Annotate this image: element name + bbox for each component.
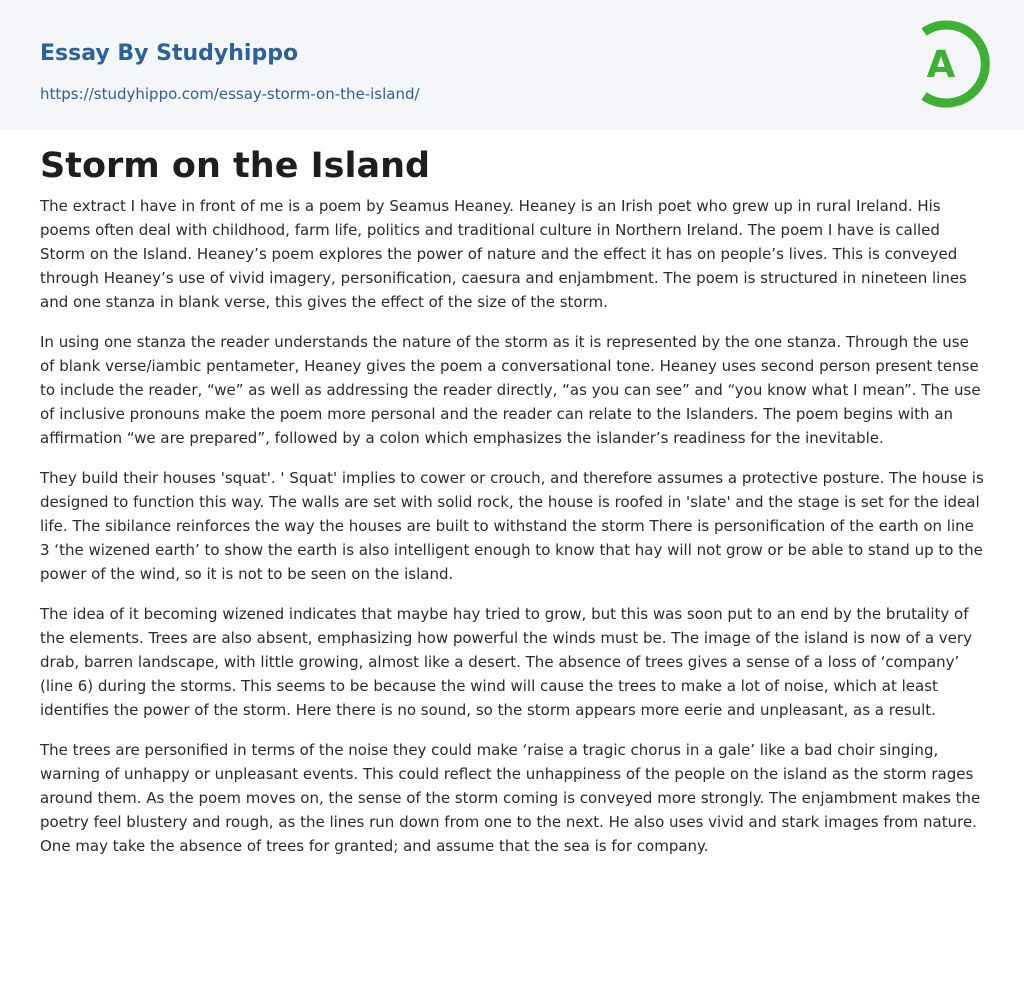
essay-paragraph: The extract I have in front of me is a poem by Seamus Heaney. Heaney is an Irish poet who grew up in rural Ireland. His poems often deal with childhood, farm life, politics and traditional culture in Northern Ireland. The poem I have is called Storm on the Island. Heaney’s poem explores the power of nature and the effect it has on people’s lives. This is conveyed through Heaney’s use of vivid imagery, personification, caesura and enjambment. The poem is structured in nineteen lines and one stanza in blank verse, this gives the effect of the size of the storm. [40,197,967,311]
essay-paragraph: The trees are personified in terms of the noise they could make ‘raise a tragic chorus in a gale’ like a bad choir singing, warning of unhappy or unpleasant events. This could reflect the unhappiness of the people on the island as the storm rages around them. As the poem moves on, the sense of the storm coming is conveyed more strongly. The enjambment makes the poetry feel blustery and rough, as the lines run down from one to the next. He also uses vivid and stark images from nature. One may take the absence of trees for granted; and assume that the sea is for company. [40,741,981,855]
essay-paragraph: In using one stanza the reader understands the nature of the storm as it is represented by the one stanza. Through the use of blank verse/iambic pentameter, Heaney gives the poem a conversational tone. Heaney uses second person present tense to include the reader, “we” as well as addressing the reader directly, “as you can see” and “you know what I mean”. The use of inclusive pronouns make the poem more personal and the reader can relate to the Islanders. The poem begins with an affirmation “we are prepared”, followed by a colon which emphasizes the islander’s readiness for the inevitable. [40,333,981,447]
studyhippo-logo-icon[interactable] [900,16,996,112]
essay-paragraph: The idea of it becoming wizened indicates that maybe hay tried to grow, but this was soon put to an end by the brutality of the elements. Trees are also absent, emphasizing how powerful the winds must be. The image of the island is now of a very drab, barren landscape, with little growing, almost like a desert. The absence of trees gives a sense of a loss of ‘company’ (line 6) during the storms. This seems to be because the wind will cause the trees to make a lot of noise, which at least identifies the power of the storm. Here there is no sound, so the storm appears more eerie and unpleasant, as a result. [40,605,972,719]
page-url-link[interactable]: https://studyhippo.com/essay-storm-on-the-island/ [40,85,420,103]
page-title: Storm on the Island [40,146,431,186]
essay-body [40,194,986,874]
essay-paragraph: They build their houses 'squat'. ' Squat' implies to cower or crouch, and therefore assumes a protective posture. The house is designed to function this way. The walls are set with solid rock, the house is roofed in 'slate' and the stage is set for the ideal life. The sibilance reinforces the way the houses are built to withstand the storm There is personification of the earth on line 3 ‘the wizened earth’ to show the earth is also intelligent enough to know that hay will not grow or be able to stand up to the power of the wind, so it is not to be seen on the island. [40,469,984,583]
logo-letter: A [926,43,956,86]
site-brand[interactable]: Essay By Studyhippo [40,41,299,66]
site-header [0,0,1024,129]
